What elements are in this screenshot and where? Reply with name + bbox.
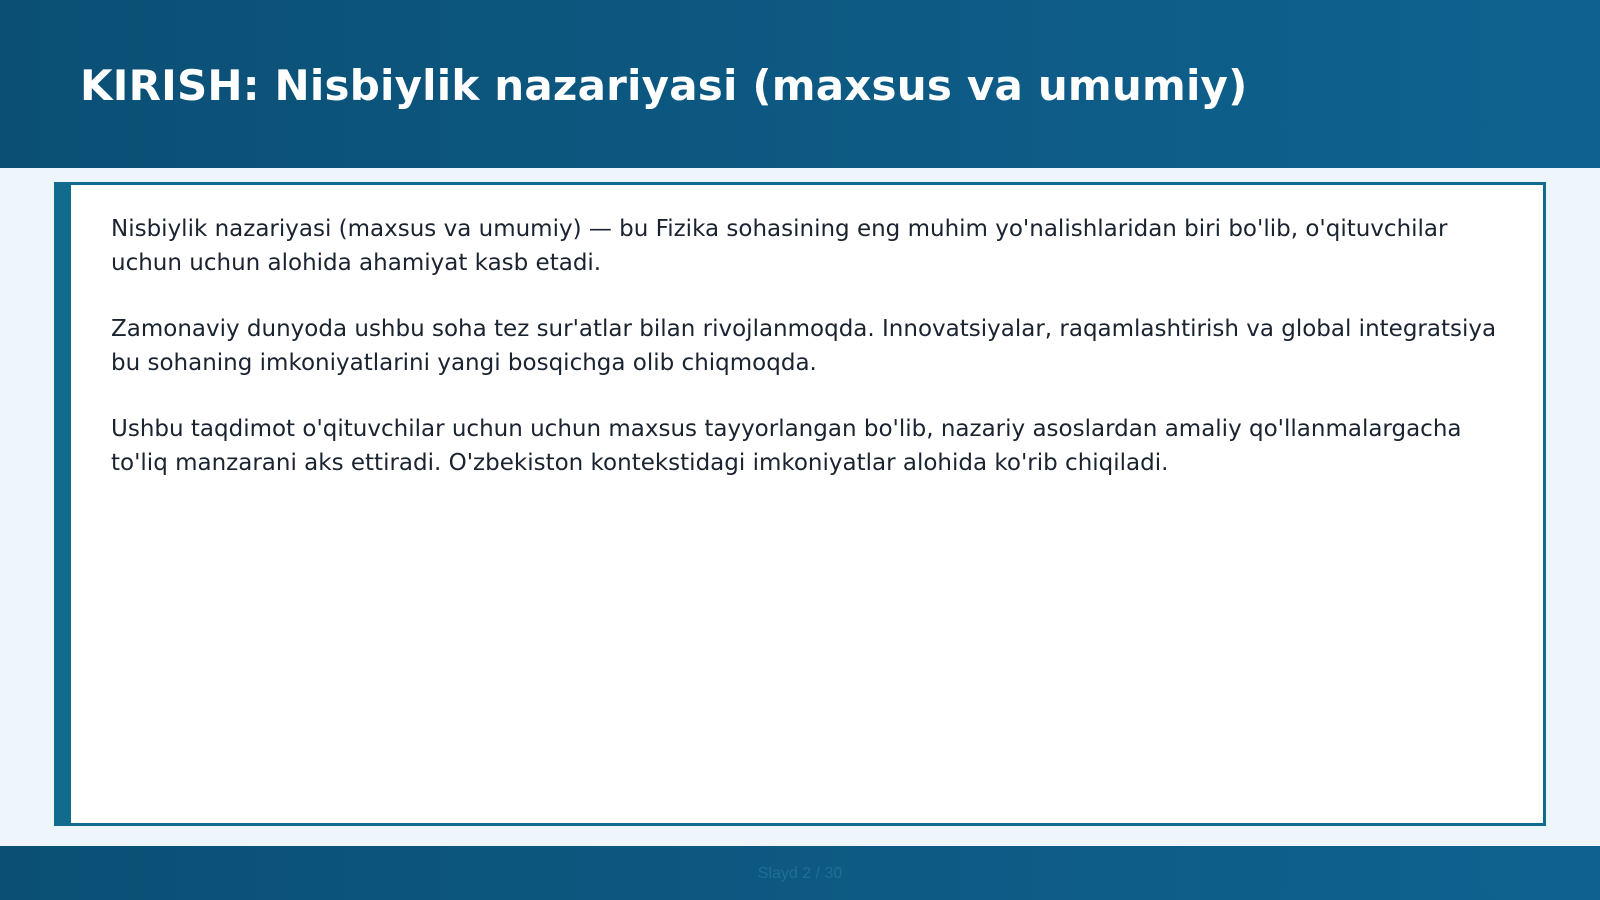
paragraph-intro: Nisbiylik nazariyasi (maxsus va umumiy) — bu Fizika sohasining eng muhim yo'nalishlaridan biri bo'lib, o'qituvchilar uchun uchun alohida ahamiyat kasb etadi.: [111, 216, 1448, 276]
content-panel: [54, 182, 1546, 826]
slide-title: KIRISH: Nisbiylik nazariyasi (maxsus va umumiy): [80, 61, 1248, 110]
paragraph-modern-world: Zamonaviy dunyoda ushbu soha tez sur'atlar bilan rivojlanmoqda. Innovatsiyalar, raqamlashtirish va global integratsiya bu sohaning imkoniyatlarini yangi bosqichga olib chiqmoqda.: [111, 316, 1497, 376]
slide-number: Slayd 2 / 30: [757, 865, 843, 882]
slide-header: [0, 0, 1600, 168]
paragraph-presentation-purpose: Ushbu taqdimot o'qituvchilar uchun uchun maxsus tayyorlangan bo'lib, nazariy asoslardan amaliy qo'llanmalargacha to'liq manzarani aks ettiradi. O'zbekiston kontekstidagi imkoniyatlar alohida ko'rib chiqiladi.: [111, 416, 1462, 476]
content-text: [111, 212, 1511, 512]
slide-footer: [0, 846, 1600, 900]
